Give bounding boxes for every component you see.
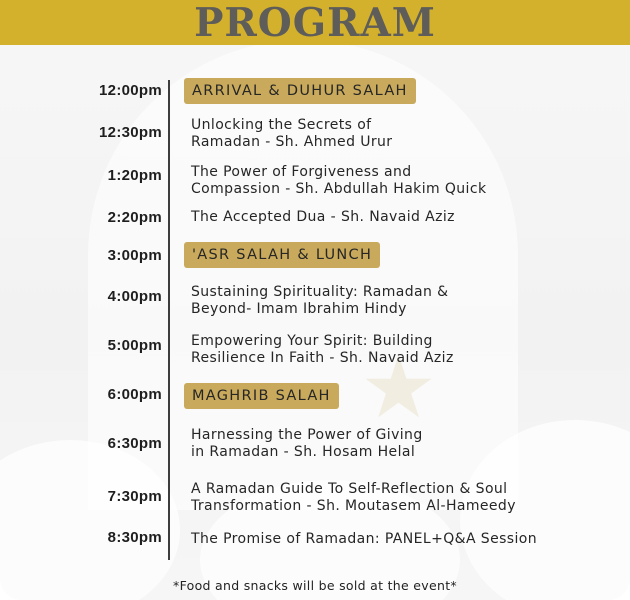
session-title-line: The Promise of Ramadan: PANEL+Q&A Session xyxy=(191,531,538,547)
session-title xyxy=(191,209,455,226)
session-title xyxy=(191,531,537,548)
time-label: 12:30pm xyxy=(99,124,162,141)
session-title-line: Compassion - Sh. Abdullah Hakim Quick xyxy=(191,181,487,197)
session-title-line: A Ramadan Guide To Self-Reflection & Soul xyxy=(191,481,508,497)
session-title-line: Empowering Your Spirit: Building xyxy=(191,333,433,349)
session-title-line: Ramadan - Sh. Ahmed Urur xyxy=(191,134,393,150)
time-label: 4:00pm xyxy=(107,288,162,305)
session-title-line: Beyond- Imam Ibrahim Hindy xyxy=(191,301,407,317)
session-title xyxy=(191,117,392,151)
timeline-line xyxy=(168,80,170,560)
session-title-line: Harnessing the Power of Giving xyxy=(191,427,423,443)
session-title-line: in Ramadan - Sh. Hosam Helal xyxy=(191,444,416,460)
page-title: PROGRAM xyxy=(194,0,436,46)
session-title-line: The Accepted Dua - Sh. Navaid Aziz xyxy=(191,209,455,225)
session-title xyxy=(191,164,486,198)
time-label: 1:20pm xyxy=(107,167,162,184)
footnote: *Food and snacks will be sold at the event* xyxy=(173,578,457,593)
highlight-badge: ARRIVAL & DUHUR SALAH xyxy=(184,78,416,104)
session-title xyxy=(191,333,454,367)
highlight-badge: 'ASR SALAH & LUNCH xyxy=(184,242,380,268)
time-label: 3:00pm xyxy=(107,247,162,264)
time-label: 2:20pm xyxy=(107,209,162,226)
star-decoration-icon: ★ xyxy=(360,338,438,438)
time-label: 12:00pm xyxy=(99,82,162,99)
session-title xyxy=(191,481,516,515)
session-title-line: The Power of Forgiveness and xyxy=(191,164,412,180)
session-title xyxy=(191,427,423,461)
highlight-badge: MAGHRIB SALAH xyxy=(184,383,339,409)
time-label: 7:30pm xyxy=(107,488,162,505)
session-title-line: Sustaining Spirituality: Ramadan & xyxy=(191,284,449,300)
time-label: 6:30pm xyxy=(107,435,162,452)
session-title-line: Unlocking the Secrets of xyxy=(191,117,372,133)
session-title-line: Transformation - Sh. Moutasem Al-Hameedy xyxy=(191,498,516,514)
time-label: 6:00pm xyxy=(107,386,162,403)
time-label: 8:30pm xyxy=(107,529,162,546)
session-title-line: Resilience In Faith - Sh. Navaid Aziz xyxy=(191,350,454,366)
session-title xyxy=(191,284,448,318)
header-banner xyxy=(0,0,630,45)
time-label: 5:00pm xyxy=(107,337,162,354)
